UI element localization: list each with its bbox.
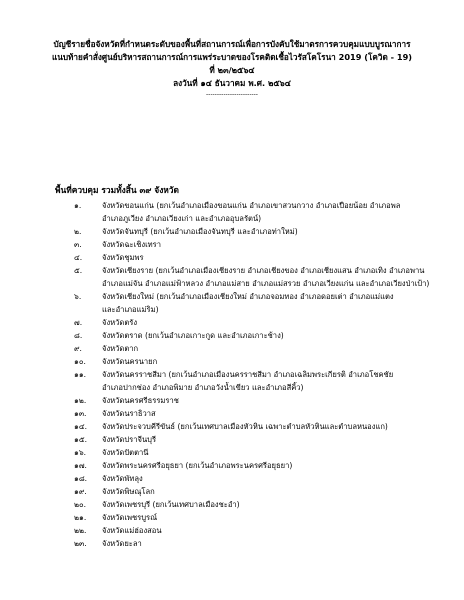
list-item bbox=[74, 238, 414, 251]
list-item bbox=[74, 394, 414, 407]
list-item-text: จังหวัดเพชรบุรี (ยกเว้นเทศบาลเมืองชะอำ) bbox=[102, 500, 240, 509]
list-item bbox=[74, 251, 414, 264]
list-item-text: จังหวัดปราจีนบุรี bbox=[102, 435, 157, 444]
header-title-line-1: บัญชีรายชื่อจังหวัดที่กำหนดระดับของพื้นที่สถานการณ์เพื่อการบังคับใช้มาตรการควบคุมแบบบูรณาการ bbox=[53, 39, 411, 49]
list-item-continuation: อำเภอแม่จัน อำเภอแม่ฟ้าหลวง อำเภอแม่สาย อำเภอแม่สรวย อำเภอเวียงแก่น และอำเภอเวียงป่าเป้า) bbox=[102, 279, 430, 288]
list-item-text: จังหวัดขอนแก่น (ยกเว้นอำเภอเมืองขอนแก่น อำเภอเขาสวนกวาง อำเภอเปือยน้อย อำเภอพล bbox=[102, 201, 401, 210]
list-item-text: จังหวัดประจวบคีรีขันธ์ (ยกเว้นเทศบาลเมืองหัวหิน เฉพาะตำบลหัวหินและตำบลหนองแก) bbox=[102, 422, 388, 431]
list-item-text: จังหวัดนครนายก bbox=[102, 357, 158, 366]
list-item bbox=[74, 446, 414, 459]
list-item-text: จังหวัดเชียงใหม่ (ยกเว้นอำเภอเมืองเชียงใหม่ อำเภอจอมทอง อำเภอดอยเต่า อำเภอแม่แตง bbox=[102, 292, 394, 301]
list-item bbox=[74, 355, 414, 368]
list-item bbox=[74, 264, 425, 277]
list-item-number: ๑๒. bbox=[74, 396, 87, 405]
list-item-number: ๑๑. bbox=[74, 370, 87, 379]
list-item-number: ๑๔. bbox=[74, 422, 87, 431]
list-item-text: จังหวัดชุมพร bbox=[102, 253, 144, 262]
list-item-text: จังหวัดตาก bbox=[102, 344, 139, 353]
list-item bbox=[74, 342, 414, 355]
list-item-number: ๑๕. bbox=[74, 435, 87, 444]
section-title: พื้นที่ควบคุม รวมทั้งสิ้น ๓๙ จังหวัด bbox=[55, 185, 179, 195]
list-item-text: จังหวัดแม่ฮ่องสอน bbox=[102, 526, 162, 535]
list-item-text: จังหวัดพระนครศรีอยุธยา (ยกเว้นอำเภอพระนครศรีอยุธยา) bbox=[102, 461, 293, 470]
list-item-text: จังหวัดพัทลุง bbox=[102, 474, 143, 483]
list-item-text: จังหวัดนครศรีธรรมราช bbox=[102, 396, 179, 405]
list-item-text: จังหวัดเพชรบูรณ์ bbox=[102, 513, 158, 522]
list-item-number: ๑๐. bbox=[74, 357, 86, 366]
list-item bbox=[74, 524, 414, 537]
list-item-number: ๘. bbox=[74, 331, 83, 340]
list-item-number: ๙. bbox=[74, 344, 82, 353]
province-list bbox=[74, 199, 430, 550]
list-item-text: จังหวัดฉะเชิงเทรา bbox=[102, 240, 162, 249]
list-item-text: จังหวัดพิษณุโลก bbox=[102, 487, 155, 496]
list-item bbox=[74, 485, 414, 498]
header-title-line-2: แนบท้ายคำสั่งศูนย์บริหารสถานการณ์การแพร่ระบาดของโรคติดเชื้อไวรัสโคโรนา 2019 (โควิด - 19) bbox=[51, 52, 413, 62]
list-item bbox=[74, 420, 414, 433]
list-item-text: จังหวัดนครราชสีมา (ยกเว้นอำเภอเมืองนครราชสีมา อำเภอเฉลิมพระเกียรติ อำเภอโชคชัย bbox=[102, 370, 394, 379]
list-item bbox=[74, 290, 414, 303]
list-item-number: ๑. bbox=[74, 201, 82, 210]
list-item bbox=[74, 407, 414, 420]
list-item-number: ๒๓. bbox=[74, 539, 87, 548]
list-item bbox=[74, 433, 414, 446]
list-item bbox=[74, 225, 414, 238]
list-item-number: ๓. bbox=[74, 240, 82, 249]
list-item-number: ๑๘. bbox=[74, 474, 88, 483]
list-item-continuation: อำเภอภูเวียง อำเภอเวียงเก่า และอำเภออุบลรัตน์) bbox=[102, 214, 262, 223]
list-item-text: จังหวัดยะลา bbox=[102, 539, 142, 548]
list-item-number: ๑๓. bbox=[74, 409, 87, 418]
list-item-text: จังหวัดนราธิวาส bbox=[102, 409, 156, 418]
list-item bbox=[74, 316, 414, 329]
list-item bbox=[74, 459, 414, 472]
list-item-number: ๑๗. bbox=[74, 461, 87, 470]
order-date: ลงวันที่ ๑๔ ธันวาคม พ.ศ. ๒๕๖๔ bbox=[173, 78, 291, 88]
list-item-continuation: และอำเภอแม่ริม) bbox=[102, 305, 159, 314]
list-item-text: จังหวัดปัตตานี bbox=[102, 448, 149, 457]
list-item-number: ๒๒. bbox=[74, 526, 87, 535]
list-item bbox=[74, 329, 414, 342]
list-item bbox=[74, 511, 414, 524]
list-item-text: จังหวัดตรัง bbox=[102, 318, 138, 327]
list-item bbox=[74, 537, 414, 550]
list-item-number: ๑๙. bbox=[74, 487, 87, 496]
list-item-number: ๔. bbox=[74, 253, 83, 262]
list-item bbox=[74, 498, 414, 511]
list-item-number: ๖. bbox=[74, 292, 82, 301]
list-item bbox=[74, 472, 414, 485]
list-item-text: จังหวัดตราด (ยกเว้นอำเภอเกาะกูด และอำเภอเกาะช้าง) bbox=[102, 331, 284, 340]
header-separator: ------------------------ bbox=[206, 91, 258, 98]
list-item-continuation: อำเภอปากช่อง อำเภอพิมาย อำเภอวังน้ำเขียว และอำเภอสีคิ้ว) bbox=[102, 383, 304, 392]
list-item-number: ๒๑. bbox=[74, 513, 87, 522]
list-item-number: ๗. bbox=[74, 318, 83, 327]
list-item-number: ๒๐. bbox=[74, 500, 87, 509]
document-header bbox=[0, 38, 464, 100]
list-item bbox=[74, 368, 414, 381]
list-item-number: ๑๖. bbox=[74, 448, 87, 457]
list-item-text: จังหวัดเชียงราย (ยกเว้นอำเภอเมืองเชียงราย อำเภอเชียงของ อำเภอเชียงแสน อำเภอเทิง อำเภอพาน bbox=[102, 266, 425, 275]
list-item bbox=[74, 199, 414, 212]
list-item-text: จังหวัดจันทบุรี (ยกเว้นอำเภอเมืองจันทบุรี และอำเภอท่าใหม่) bbox=[102, 227, 298, 236]
order-number: ที่ ๒๓/๒๕๖๔ bbox=[209, 65, 255, 75]
list-item-number: ๕. bbox=[74, 266, 83, 275]
list-item-number: ๒. bbox=[74, 227, 82, 236]
